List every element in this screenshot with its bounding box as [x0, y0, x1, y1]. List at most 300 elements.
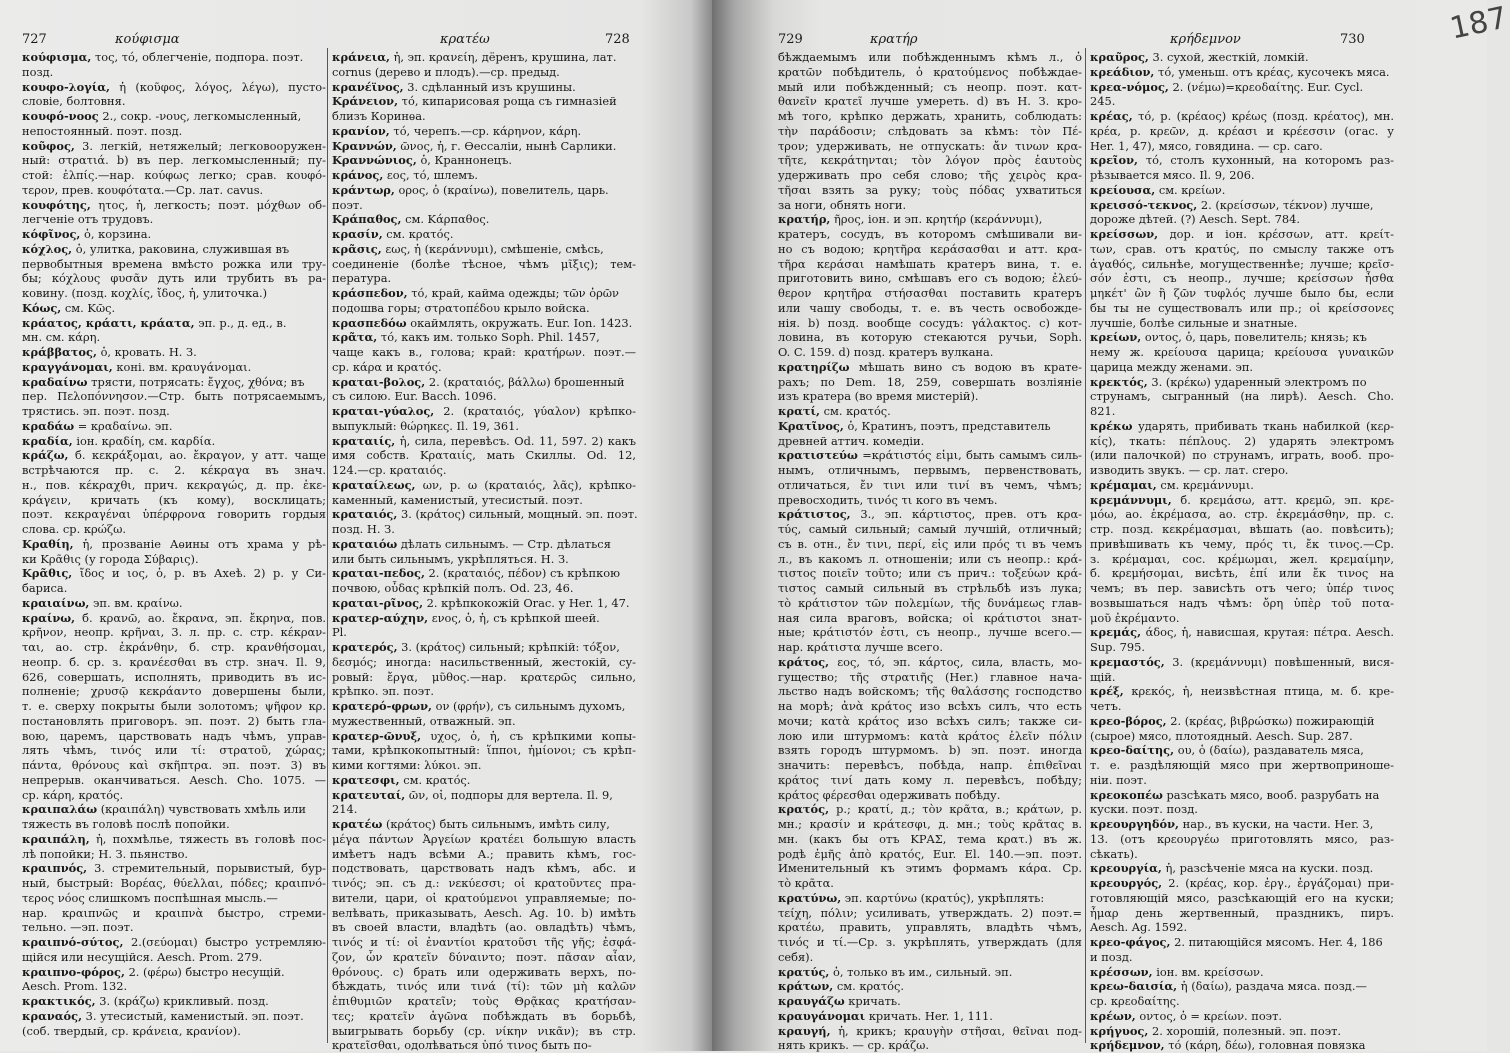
text-line — [778, 168, 1082, 183]
definition-text: ἐπιθυμιῶν κρατεῖν; τοὺς Θρᾷκας κρατήσαν- — [332, 994, 636, 1008]
text-line — [778, 183, 1082, 198]
page-number: 729 — [778, 32, 803, 47]
entry-line — [22, 139, 326, 154]
definition-text: полненіе; χρυσῷ κεκράαντο довершены были, — [22, 684, 326, 699]
headword: κρασπεδόω — [332, 315, 407, 330]
text-line — [778, 788, 1082, 803]
definition-text: θερον κρητῆρα στήσασθαι поставить кратеръ — [778, 286, 1082, 300]
definition-text: κρέα, р. κρεῶν, д. κρέασι и κρέεσσιν (огас. у — [1090, 123, 1394, 138]
text-line — [332, 360, 636, 375]
definition-text: возвышаться надъ чѣмъ: ὄρη ὑπὲρ τοῦ ποτα- — [1090, 595, 1394, 610]
entry-line — [778, 994, 1082, 1009]
headword: κρατερ-ῶνυξ, — [332, 728, 422, 743]
text-line — [1090, 552, 1394, 567]
headword: κραται-βολος, — [332, 374, 426, 389]
page-number: 727 — [22, 32, 47, 47]
definition-text: трястись. эп. поэт. позд. — [22, 404, 170, 418]
definition-text: тами, крѣпкокопытный: ἵπποι, ἡμίονοι; съ крѣп- — [332, 743, 636, 758]
definition-text: кими когтями: λύκοι. эп. — [332, 758, 482, 772]
definition-text: мѣ того, крѣпко держать, хранить, соблюдать: — [778, 109, 1082, 123]
headword: κόχλος, — [22, 241, 73, 256]
entry-line — [332, 375, 636, 390]
definition-text: 2.(σεύομαι) быстро устремляю- — [130, 935, 326, 949]
headword: κρεα-νόμος, — [1090, 79, 1169, 94]
definition-text: μοῦ ἐκρέμαντο. — [1090, 610, 1180, 625]
definition-text: υχος, ὁ, ἡ, съ крѣпкими копы- — [430, 728, 636, 743]
definition-text: имѣетъ надъ всѣми А.; править кѣмъ, гос- — [332, 846, 636, 861]
headword: κραται-πεδος, — [332, 566, 425, 581]
entry-line — [332, 788, 636, 803]
running-head: κρατήρ — [870, 32, 918, 47]
entry-line — [1090, 109, 1394, 124]
definition-text: мн. см. κάρη. — [22, 330, 101, 345]
definition-text: привѣшивать къ чему, πρός τι, ἔκ τινος.—Ср. — [1090, 536, 1394, 551]
definition-text: τινός и τί.—Ср. з. укрѣплять, утверждать (для — [778, 935, 1082, 949]
definition-text: вители, цари, οἱ κρατούμενοι управляемые; по- — [332, 890, 636, 905]
text-line — [332, 979, 636, 994]
entry-line — [1090, 1009, 1394, 1024]
text-line — [332, 684, 636, 699]
headword: κρεκτός, — [1090, 374, 1148, 389]
definition-text: нему ж. κρείουσα царица; κρείουσα γυναικῶν — [1090, 345, 1394, 359]
text-line — [22, 655, 326, 670]
definition-text: четъ. — [1090, 699, 1122, 713]
entry-line — [332, 699, 636, 714]
entry-line — [22, 375, 326, 390]
headword: κραται-ρῖνος, — [332, 595, 424, 610]
text-line — [332, 758, 636, 773]
text-line — [22, 891, 326, 906]
text-line — [22, 773, 326, 788]
definition-text: превосходить, τινός τι кого въ чемъ. — [778, 492, 998, 507]
text-line — [22, 670, 326, 685]
text-line — [1090, 537, 1394, 552]
definition-text: εως, ἡ (κεράννυμι), смѣшеніе, смѣсь, — [385, 241, 604, 256]
definition-text: 2. крѣпкокожій Orac. у Her. 1, 47. — [426, 595, 630, 610]
text-line — [332, 965, 636, 980]
definition-text: ἡ, похмѣлье, тяжесть въ головѣ пос- — [95, 831, 326, 846]
definition-text: бы ты не существовалъ или пр.; οἱ κρείσσονες — [1090, 300, 1394, 315]
definition-text: непрерыв. оканчиваться. Aesch. Cho. 1075. — — [22, 772, 326, 787]
text-line — [1090, 611, 1394, 626]
text-line — [1090, 271, 1394, 286]
text-line — [332, 493, 636, 508]
text-line — [778, 861, 1082, 876]
definition-text: іон. вм. κρείσσων. — [1156, 964, 1264, 979]
definition-text: б. κρεμάσω, атт. κρεμῶ, эп. κρε- — [1180, 492, 1395, 507]
definition-text: κρατέω, править, управлять, владѣть чѣмъ, — [778, 920, 1082, 935]
entry-line — [332, 817, 636, 832]
definition-text: 2. (κραταιός, βάλλω) брошенный — [428, 374, 625, 389]
definition-text: = κραδαίνω. эп. — [77, 418, 173, 433]
headword: Κρᾶθις, — [22, 566, 73, 581]
text-line — [332, 301, 636, 316]
definition-text: іон. κραδίη, см. καρδία. — [76, 433, 216, 448]
entry-line — [778, 979, 1082, 994]
definition-text: κρατεῖσθαι, одолѣваться ὑπό τινος быть по- — [332, 1038, 592, 1053]
definition-text: легченіе отъ трудовъ. — [22, 212, 154, 227]
headword: κράατος, κράατι, κράατα, — [22, 315, 195, 330]
definition-text: (или палочкой) по струнамъ, играть, вооб. про- — [1090, 448, 1394, 463]
definition-text: соединеніе (болѣе тѣсное, чѣмъ μῖξις); тем- — [332, 256, 636, 271]
definition-text: ορος, ὁ (κραίνω), повелитель, царь. — [398, 182, 609, 197]
entry-line — [1090, 684, 1394, 699]
text-line — [1090, 920, 1394, 935]
definition-text: 3. сухой, жесткій, ломкій. — [1152, 50, 1309, 64]
headword: κράτων, — [778, 979, 834, 994]
entry-line — [332, 316, 636, 331]
definition-text: ная сила враговъ, войска; οἱ κράτιστοι знат- — [778, 610, 1082, 625]
headword: κραυγάνομαι — [778, 1008, 866, 1023]
text-line — [1090, 448, 1394, 463]
headword: κρεω-δαισία, — [1090, 979, 1178, 994]
text-line — [332, 655, 636, 670]
text-line — [1090, 168, 1394, 183]
headword: κραδία, — [22, 433, 73, 448]
definition-text: ἡ, крикъ; κραυγὴν στῆσαι, θεῖναι под- — [838, 1023, 1082, 1038]
entry-line — [332, 94, 636, 109]
definition-text: ср. κρεοδαίτης. — [1090, 994, 1180, 1008]
text-line — [332, 271, 636, 286]
definition-text: ῆρος, іон. и эп. κρητήρ (κεράννυμι), — [834, 212, 1043, 227]
entry-line — [22, 566, 326, 581]
definition-text: 3. стремительный, порывистый, бур- — [94, 861, 326, 876]
text-line — [22, 552, 326, 567]
definition-text: л., въ какомъ л. отношеніи; или съ неопр.: κρά- — [778, 551, 1082, 566]
definition-text: лять чѣмъ, τινός или τί: στρατοῦ, χώρας; — [22, 743, 326, 758]
headword: κρατερός, — [332, 640, 398, 654]
definition-text: τό (κάρη, δέω), головная повязка — [1168, 1038, 1366, 1053]
entry-line — [332, 729, 636, 744]
headword: κρεο-δαίτης, — [1090, 743, 1175, 758]
entry-line — [332, 242, 636, 257]
definition-text: τῆρα κεράσαι намѣшать кратеръ вина, т. е. — [778, 256, 1082, 271]
entry-line — [22, 50, 326, 65]
headword: κράσπεδον, — [332, 286, 408, 300]
entry-line — [1090, 50, 1394, 65]
definition-text: τό, край, кайма одежды; τῶν ὀρῶν — [411, 286, 619, 300]
text-line — [22, 906, 326, 921]
text-line — [22, 168, 326, 183]
headword: κράντωρ, — [332, 182, 395, 197]
entry-line — [332, 596, 636, 611]
definition-text: ῶνος, ἡ, г. Ѳессаліи, нынѣ Сарлики. — [400, 138, 617, 153]
text-line — [22, 493, 326, 508]
text-line — [778, 625, 1082, 640]
definition-text: τό, кипарисовая роща съ гимназіей — [401, 94, 617, 109]
definition-text: поэт. — [332, 197, 363, 212]
text-line — [778, 832, 1082, 847]
definition-text: подошва горы; στρατοπέδου крыло войска. — [332, 300, 590, 315]
definition-text: или быть сильнымъ, укрѣпляться. Н. З. — [332, 551, 569, 566]
entry-line — [778, 802, 1082, 817]
text-line — [778, 847, 1082, 862]
entry-line — [778, 360, 1082, 375]
definition-text: ударять, прибивать ткань набилкой (κερ- — [1138, 418, 1394, 433]
text-line — [1090, 566, 1394, 581]
text-line — [778, 876, 1082, 891]
definition-text: ἴδος и ιος, ὁ, р. въ Ахеѣ. 2) р. у Си- — [79, 566, 326, 581]
headword: κράτιστος, — [778, 507, 851, 522]
entry-line — [778, 419, 1082, 434]
text-line — [778, 301, 1082, 316]
definition-text: ἡ, прозваніе Аѳины отъ храма у рѣ- — [82, 536, 327, 551]
definition-text: съ в. отн., ἔν τινι, περί, εἰς или πρός τι въ чемъ — [778, 536, 1082, 551]
definition-text: ный, быстрый: Βορέας, θύελλαι, πόδες; κραιπνό- — [22, 876, 326, 890]
entry-line — [332, 434, 636, 449]
definition-text: κίς), ткать: πέπλους. 2) ударять электромъ — [1090, 433, 1394, 448]
text-line — [1090, 640, 1394, 655]
definition-text: τιστος самый сильный въ стрѣльбѣ изъ лука; — [778, 581, 1082, 595]
handwritten-page-note: 187 — [1446, 0, 1510, 47]
entry-line — [22, 611, 326, 626]
text-line — [778, 198, 1082, 213]
text-line — [22, 699, 326, 714]
headword: κρέσσων, — [1090, 964, 1153, 979]
text-line — [22, 183, 326, 198]
text-line — [332, 832, 636, 847]
definition-text: дор. и іон. κρέσσων, атт. κρείτ- — [1169, 227, 1394, 241]
headword: κραιπνο-φόρος, — [22, 964, 125, 979]
text-line — [22, 522, 326, 537]
definition-text: ζον, ὧν κρατεῖν δύναιντο; поэт. πᾶσαν αἶαν, — [332, 949, 636, 964]
text-line — [22, 817, 326, 832]
definition-text: κρῆνον, неопр. κρῆναι, 3. л. пр. с. стр. κέκραν- — [22, 625, 326, 640]
definition-text: ἡ, сила, перевѣсъ. Od. 11, 597. 2) какъ — [399, 433, 636, 448]
text-line — [778, 566, 1082, 581]
definition-text: за ноги, обнять ноги. — [778, 197, 907, 212]
definition-text: велѣвать, приказывать, Aesch. Ag. 10. b) имѣть — [332, 905, 636, 920]
entry-line — [1090, 183, 1394, 198]
headword: κρατηρίζω — [778, 359, 850, 374]
text-line — [22, 271, 326, 286]
definition-text: отличаться, ἔν τινι или τινί въ чемъ, чѣмъ; — [778, 477, 1082, 492]
definition-text: мый или побѣжденный; съ неопр. поэт. κατ- — [778, 79, 1082, 94]
definition-text: 13. (отъ κρεουργέω приготовлять мясо, раз- — [1090, 831, 1394, 846]
definition-text: 214. — [332, 802, 358, 817]
definition-text: ητος, ἡ, легкость; поэт. μόχθων об- — [98, 197, 326, 212]
headword: κουφο-λογία, — [22, 79, 111, 94]
headword: κραταιίς, — [332, 433, 396, 448]
definition-text: дороже дѣтей. (?) Aesch. Sept. 784. — [1090, 212, 1301, 227]
entry-line — [1090, 817, 1394, 832]
definition-text: гущество; τῆς στρατιῆς (Her.) главное нача- — [778, 669, 1082, 684]
entry-line — [778, 1009, 1082, 1024]
entry-line — [1090, 655, 1394, 670]
text-line — [332, 743, 636, 758]
definition-text: бы; κόχλους φυσᾶν дуть или трубить въ ра- — [22, 271, 326, 286]
text-line — [1090, 758, 1394, 773]
entry-line — [332, 478, 636, 493]
headword: κόφῖνος, — [22, 227, 81, 241]
text-line — [332, 714, 636, 729]
text-line — [778, 950, 1082, 965]
headword: κραγγάνομαι, — [22, 359, 113, 374]
headword: κρασίν, — [332, 227, 383, 241]
definition-text: рѣзывается мясо. Il. 9, 206. — [1090, 168, 1255, 182]
definition-text: выпуклый: θώρηκες. Il. 19, 361. — [332, 418, 520, 433]
entry-line — [332, 227, 636, 242]
headword: κραταίλεως, — [332, 477, 416, 492]
headword: κράνος, — [332, 168, 384, 182]
definition-text: ον (φρήν), съ сильнымъ духомъ, — [435, 699, 626, 713]
definition-text: вою, царемъ, царствовать надъ чѣмъ, управ- — [22, 728, 326, 743]
definition-text: т. е. сверху покрыты были золотомъ; ψῆφον κρ. — [22, 699, 326, 713]
entry-line — [22, 537, 326, 552]
definition-text: см. κρατός. — [836, 979, 905, 994]
text-line — [22, 404, 326, 419]
definition-text: τινός и τί: οἱ ἐναντίοι κρατοῦσι τῆς γῆς; ἐσφά- — [332, 935, 636, 949]
definition-text: Her. 1, 47), мясо, говядина. — ср. caro. — [1090, 138, 1323, 153]
text-line — [778, 670, 1082, 685]
definition-text: ἡ, эп. κρανείη, дёренъ, крушина, лат. — [393, 50, 617, 64]
definition-text: ἀγαθός, сильнѣе, могущественнѣе; лучше; κρεῖσ- — [1090, 256, 1394, 271]
text-line — [332, 552, 636, 567]
headword: κρείσσων, — [1090, 227, 1159, 241]
definition-text: Pl. — [332, 625, 347, 640]
definition-text: τὴν παράδοσιν; слѣдовать за кѣмъ: τὸν Πέ- — [778, 123, 1082, 138]
definition-text: τερον, прев. κουφότατα.—Ср. лат. cavus. — [22, 182, 264, 197]
definition-text: τείχη, πόλιν; усиливать, утверждать. 2) поэт.= — [778, 905, 1082, 920]
text-line — [778, 80, 1082, 95]
headword: κραίνω, — [22, 610, 76, 625]
definition-text: ὁ, улитка, раковина, служившая въ — [75, 241, 290, 256]
entry-line — [22, 109, 326, 124]
definition-text: θανεῖν κρατεῖ лучше умереть. d) въ Н. З. кро- — [778, 94, 1082, 109]
text-line — [332, 257, 636, 272]
text-line — [1090, 94, 1394, 109]
definition-text: льство надъ войскомъ; τῆς θαλάσσης господство — [778, 684, 1082, 699]
text-line — [1090, 906, 1394, 921]
text-line — [22, 507, 326, 522]
text-line — [778, 434, 1082, 449]
headword: κραῦρος, — [1090, 50, 1149, 64]
headword: κραιπάλη, — [22, 831, 90, 846]
entry-line — [22, 434, 326, 449]
definition-text: б. κρεμήσομαι, висѣть, ἐπί или ἔκ τινος на — [1090, 566, 1394, 581]
entry-line — [22, 832, 326, 847]
definition-text: нія. b) позд. вообще сосудъ: γάλακτος. c) кот- — [778, 315, 1082, 330]
definition-text: лою или штурмомъ: κατὰ κράτος ἑλεῖν πόλιν — [778, 728, 1082, 743]
text-line — [1090, 360, 1394, 375]
definition-text: ἦμαρ день жертвенный, праздникъ, пиръ. — [1090, 905, 1394, 920]
entry-line — [332, 611, 636, 626]
entry-line — [1090, 65, 1394, 80]
entry-line — [1090, 1024, 1394, 1039]
headword: κρέκω — [1090, 418, 1133, 433]
entry-line — [22, 301, 326, 316]
definition-text: 2. (κρέας, βιβρώσκω) пожирающій — [1170, 713, 1375, 728]
definition-text: почвою, οὖδας крѣпкій полъ. Od. 23, 46. — [332, 581, 574, 595]
definition-text: τινός; эп. съ д.: νεκύεσσι; οἱ κρατοῦντες пра- — [332, 876, 636, 890]
text-line — [1090, 950, 1394, 965]
text-line — [1090, 596, 1394, 611]
definition-text: на морѣ; ἀνὰ κράτος изо всѣхъ силъ, что есть — [778, 699, 1082, 713]
definition-text: άδος, ἡ, нависшая, крутая: πέτρα. Aesch. — [1145, 625, 1394, 640]
definition-text: крѣпко. эп. поэт. — [332, 684, 435, 699]
headword: κρεοκοπέω — [1090, 787, 1163, 802]
text-line — [778, 65, 1082, 80]
text-line — [1090, 699, 1394, 714]
entry-line — [332, 404, 636, 419]
entry-line — [22, 316, 326, 331]
definition-text: ὁ, кровать. Н. З. — [100, 345, 197, 359]
text-line — [778, 316, 1082, 331]
definition-text: 2. (κρέας, кор. ἐργ., ἐργάζομαι) при- — [1168, 876, 1394, 890]
definition-text: разсѣкать мясо, вооб. разрубать на — [1166, 787, 1380, 802]
definition-text: οντος, ὁ = κρείων. поэт. — [1139, 1008, 1282, 1023]
definition-text: стр. позд. κεκρέμασμαι, вѣшать (ао. повѣсить); — [1090, 522, 1394, 536]
text-line — [332, 950, 636, 965]
text-line — [332, 625, 636, 640]
text-line — [332, 389, 636, 404]
definition-text: (κραιπάλη) чувствовать хмѣль или — [100, 802, 306, 817]
text-line — [1090, 124, 1394, 139]
definition-text: 2. (νέμω)=κρεοδαίτης. Eur. Cycl. — [1172, 79, 1364, 94]
definition-text: удерживать про себя слово; τῆς χειρὸς κρα- — [778, 168, 1082, 182]
entry-line — [332, 212, 636, 227]
text-line — [778, 389, 1082, 404]
definition-text: τῆτε, κεκράτηνται; τὸν λόγον πρὸς ἑαυτοὺς — [778, 153, 1082, 168]
text-line — [22, 463, 326, 478]
definition-text: ный: στρατιά. b) въ пер. легкомысленный; пу- — [22, 153, 326, 168]
text-line — [22, 65, 326, 80]
text-line — [22, 640, 326, 655]
definition-text: см. κρατός. — [403, 772, 471, 787]
definition-text: древней аттич. комедіи. — [778, 433, 925, 448]
definition-text: 2. питающійся мясомъ. Her. 4, 186 — [1174, 935, 1383, 949]
headword: κρείων, — [1090, 330, 1142, 345]
definition-text: пер. Πελοπόννησον.—Стр. быть потрясаемымъ, — [22, 389, 326, 404]
text-line — [22, 729, 326, 744]
text-line — [332, 448, 636, 463]
text-line — [778, 699, 1082, 714]
headword: Κόως, — [22, 300, 62, 315]
definition-text: τό, уменьш. отъ κρέας, кусочекъ мяса. — [1158, 64, 1390, 79]
headword: Κρατῖνος, — [778, 418, 844, 433]
headword: κραιπνό-σύτος, — [22, 935, 124, 949]
entry-line — [778, 448, 1082, 463]
text-line — [332, 1024, 636, 1039]
text-line — [22, 330, 326, 345]
definition-text: ніи. поэт. — [1090, 772, 1147, 787]
running-head: κρατέω — [440, 32, 490, 47]
definition-text: 2. (φέρω) быстро несущій. — [128, 964, 285, 979]
entry-line — [22, 935, 326, 950]
text-line — [778, 596, 1082, 611]
text-line — [22, 212, 326, 227]
headword: κρεουργηδόν, — [1090, 817, 1179, 831]
definition-text: ровый: ἔργα, μῦθος.—нар. κρατερῶς сильно, — [332, 669, 636, 684]
definition-text: 2. (κραταιός, πέδον) съ крѣпкою — [428, 566, 621, 581]
definition-text: cornus (дерево и плодъ).—ср. предыд. — [332, 64, 560, 79]
text-line — [1090, 507, 1394, 522]
definition-text: 3. (κρέκω) ударенный электромъ по — [1151, 374, 1367, 389]
headword: κρεῖον, — [1090, 153, 1139, 168]
headword: κρεισσό-τεκνος, — [1090, 197, 1198, 212]
entry-line — [22, 1009, 326, 1024]
definition-text: нять крикъ. — ср. κράζω. — [778, 1038, 930, 1053]
definition-text: каменный, каменистый, утесистый. поэт. — [332, 492, 583, 507]
entry-line — [22, 242, 326, 257]
definition-text: см. κρατός. — [386, 227, 454, 241]
definition-text: ные; κράτιστόν ἐστι, съ неопр., лучше всего.— — [778, 625, 1082, 640]
entry-line — [1090, 198, 1394, 213]
text-line — [778, 50, 1082, 65]
definition-text: р.; κρατί, д.; τὸν κρᾶτα, в.; κράτων, р. — [836, 802, 1082, 817]
definition-text: слова. ср. κρώζω. — [22, 522, 127, 536]
headword: κρήδεμνον, — [1090, 1038, 1165, 1053]
